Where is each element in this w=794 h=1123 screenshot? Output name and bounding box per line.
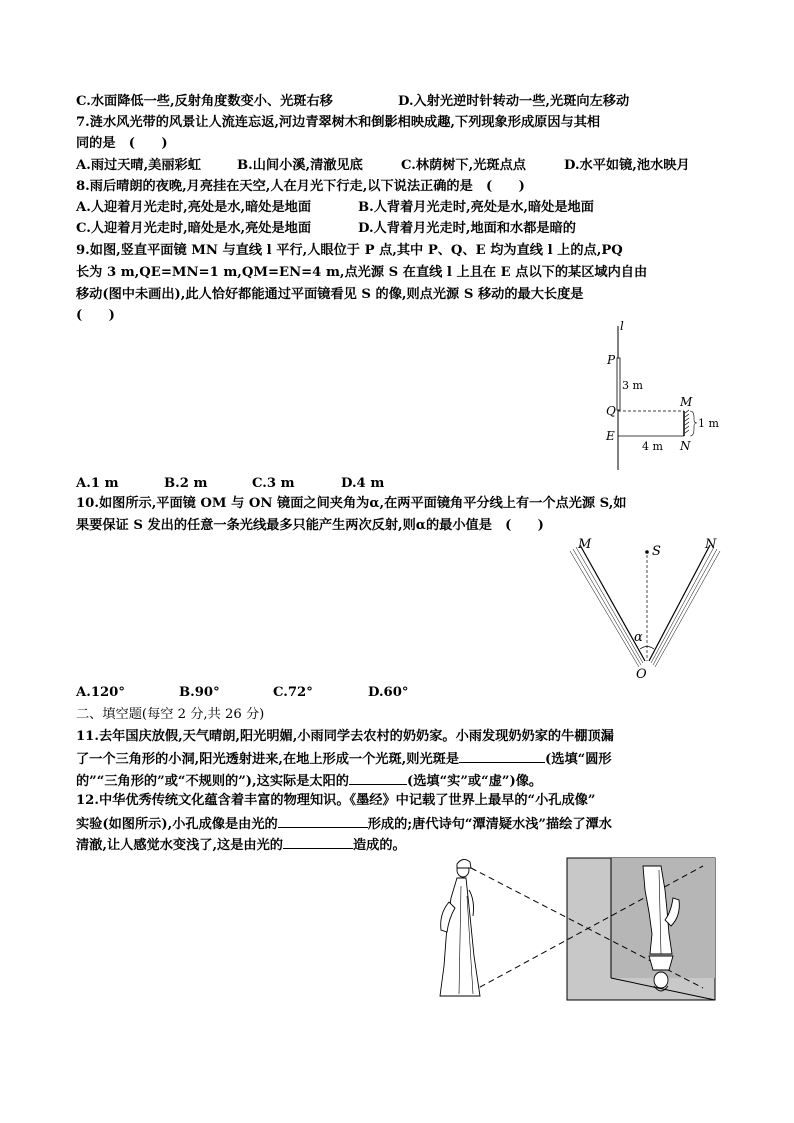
q6-option-d: D.入射光逆时针转动一些,光斑向左移动 [398, 94, 630, 109]
q9-fig-length-3m: 3 m [622, 379, 643, 392]
q10-option-a: A.120° [76, 685, 125, 700]
q12-text-after-blank1: 形成的;唐代诗句“潭清疑水浅”描绘了潭水 [367, 817, 612, 832]
q10-option-c: C.72° [273, 685, 313, 700]
q12-blank-1[interactable] [278, 814, 368, 828]
q9-stem-line2: 长为 3 m,QE=MN=1 m,QM=EN=4 m,点光源 S 在直线 l 上且在 E 点以下的某区域内自由 [76, 265, 648, 280]
q11-stem-line2 [76, 749, 612, 769]
q12-text-after-blank2: 造成的。 [353, 838, 406, 853]
q10-fig-label-s: S [652, 544, 661, 559]
q6-option-c: C.水面降低一些,反射角度数变小、光斑右移 [76, 94, 333, 109]
q10-fig-label-n: N [705, 537, 717, 552]
q9-fig-label-n: N [680, 439, 691, 453]
q8-option-c: C.人迎着月光走时,暗处是水,亮处是地面 [76, 221, 312, 236]
q12-text-before-blank1: 实验(如图所示),小孔成像是由光的 [76, 817, 278, 832]
q9-stem-line4: ( ) [76, 308, 115, 323]
q7-option-b: B.山间小溪,清澈见底 [237, 158, 363, 173]
q12-stem-line3 [76, 835, 406, 855]
q9-stem-line3: 移动(图中未画出),此人恰好都能通过平面镜看见 S 的像,则点光源 S 移动的最大长度是 [76, 287, 584, 302]
q9-fig-length-4m: 4 m [642, 440, 663, 453]
q9-fig-label-q: Q [606, 404, 616, 418]
q10-option-b: B.90° [179, 685, 220, 700]
standing-figure-icon [440, 859, 480, 996]
q7-option-a: A.雨过天晴,美丽彩虹 [76, 158, 201, 173]
q9-fig-length-1m: 1 m [698, 417, 719, 430]
q9-option-c: C.3 m [252, 476, 295, 491]
q9-option-a: A.1 m [76, 476, 119, 491]
q9-fig-label-e: E [606, 429, 615, 443]
q10-stem-line1: 10.如图所示,平面镜 OM 与 ON 镜面之间夹角为α,在两平面镜角平分线上有一个点光源 S,如 [76, 496, 627, 511]
q11-blank-2[interactable] [349, 771, 407, 785]
pinhole-camera-figure [435, 856, 721, 1006]
q9-fig-label-m: M [680, 395, 693, 409]
q12-stem-line1: 12.中华优秀传统文化蕴含着丰富的物理知识。《墨经》中记载了世界上最早的“小孔成像” [76, 793, 596, 808]
q10-mirror-figure [568, 533, 728, 683]
q7-stem-line2: 同的是 ( ) [76, 136, 168, 151]
q9-option-d: D.4 m [341, 476, 385, 491]
q11-blank-1[interactable] [459, 749, 545, 763]
q10-option-d: D.60° [368, 685, 409, 700]
q7-option-d: D.水平如镜,池水映月 [564, 158, 690, 173]
q9-mirror-figure [596, 320, 731, 472]
q10-stem-line2: 果要保证 S 发出的任意一条光线最多只能产生两次反射,则α的最小值是 ( ) [76, 518, 544, 533]
q10-fig-label-o: O [636, 667, 647, 682]
q11-text-after-blank1: (选填“圆形 [545, 752, 612, 767]
q9-fig-label-p: P [607, 353, 616, 367]
q9-option-b: B.2 m [164, 476, 208, 491]
q12-blank-2[interactable] [283, 835, 353, 849]
q10-fig-label-m: M [578, 537, 592, 552]
q12-stem-line2 [76, 814, 612, 834]
q8-option-b: B.人背着月光走时,亮处是水,暗处是地面 [358, 200, 594, 215]
q9-fig-label-l: l [620, 320, 624, 333]
q12-text-before-blank2: 清澈,让人感觉水变浅了,这是由光的 [76, 838, 283, 853]
section-heading-fill-in: 二、填空题(每空 2 分,共 26 分) [76, 707, 265, 722]
q11-stem-line1: 11.去年国庆放假,天气晴朗,阳光明媚,小雨同学去农村的奶奶家。小雨发现奶奶家的牛棚顶漏 [76, 729, 614, 744]
q10-fig-label-alpha: α [634, 630, 643, 645]
q9-stem-line1: 9.如图,竖直平面镜 MN 与直线 l 平行,人眼位于 P 点,其中 P、Q、E 均为直线 l 上的点,PQ [76, 243, 623, 258]
q11-text-after-blank2: (选填“实”或“虚”)像。 [406, 774, 543, 789]
q7-stem-line1: 7.涟水风光带的风景让人流连忘返,河边青翠树木和倒影相映成趣,下列现象形成原因与其相 [76, 115, 601, 130]
q11-text-before-blank2: 的”“三角形的”或“不规则的”),这实际是太阳的 [76, 774, 349, 789]
q7-option-c: C.林荫树下,光斑点点 [401, 158, 526, 173]
q11-text-before-blank1: 了一个三角形的小洞,阳光透射进来,在地上形成一个光斑,则光斑是 [76, 752, 460, 767]
q8-option-d: D.人背着月光走时,地面和水都是暗的 [358, 221, 576, 236]
q8-stem: 8.雨后晴朗的夜晚,月亮挂在天空,人在月光下行走,以下说法正确的是 ( ) [76, 179, 525, 194]
q8-option-a: A.人迎着月光走时,亮处是水,暗处是地面 [76, 200, 312, 215]
q11-stem-line3 [76, 771, 542, 791]
